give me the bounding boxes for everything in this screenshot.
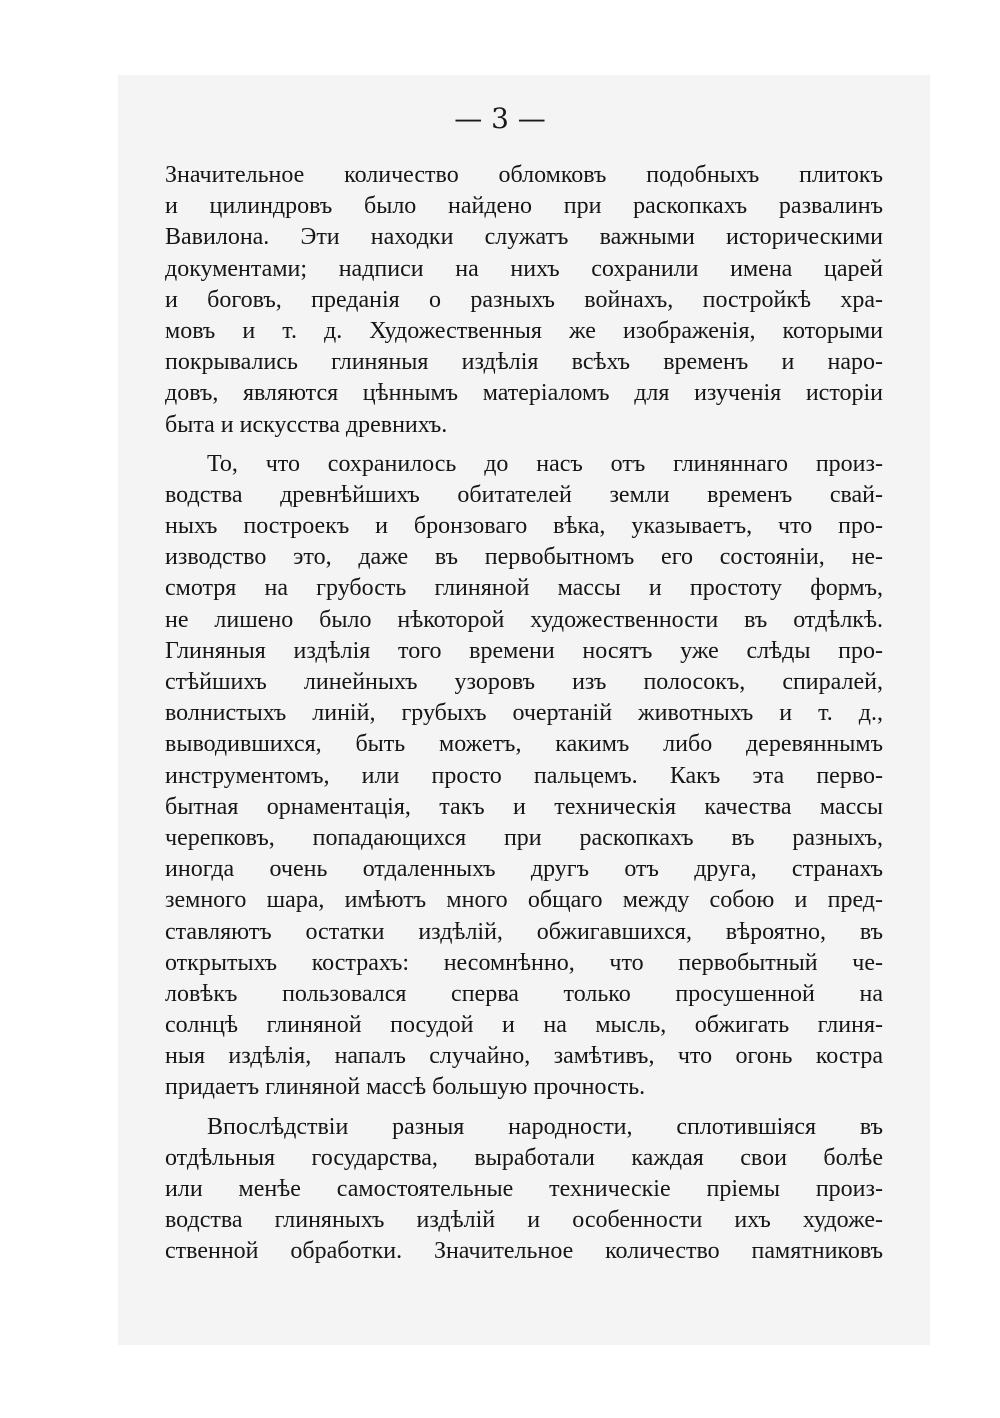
text-line: ственной обработки. Значительное количество памятниковъ (165, 1238, 883, 1265)
text-line: солнцѣ глиняной посудой и на мысль, обжигать глиня- (165, 1012, 883, 1039)
text-line: отдѣльныя государства, выработали каждая свои болѣе (165, 1144, 883, 1171)
text-line: ныя издѣлія, напалъ случайно, замѣтивъ, что огонь костра (165, 1043, 883, 1070)
text-line: водства древнѣйшихъ обитателей земли временъ свай- (165, 481, 883, 508)
paragraph-1 (165, 160, 883, 441)
text-line: и цилиндровъ было найдено при раскопкахъ развалинъ (165, 193, 883, 220)
text-line: Глиняныя издѣлія того времени носятъ уже слѣды про- (165, 637, 883, 664)
text-line: открытыхъ кострахъ: несомнѣнно, что первобытный че- (165, 949, 883, 976)
body-text (165, 160, 883, 1268)
text-line: и боговъ, преданія о разныхъ войнахъ, постройкѣ хра- (165, 286, 883, 313)
text-line: документами; надписи на нихъ сохранили имена царей (165, 255, 883, 282)
text-line: земного шара, имѣютъ много общаго между собою и пред- (165, 887, 883, 914)
paragraph-2 (165, 449, 883, 1104)
text-line: черепковъ, попадающихся при раскопкахъ въ разныхъ, (165, 824, 883, 851)
text-line: ловѣкъ пользовался сперва только просушенной на (165, 980, 883, 1007)
text-line: бытная орнаментація, такъ и техническія качества массы (165, 793, 883, 820)
text-line: инструментомъ, или просто пальцемъ. Какъ эта перво- (165, 762, 883, 789)
paragraph-3 (165, 1112, 883, 1268)
text-line: придаетъ глиняной массѣ большую прочность. (165, 1074, 646, 1101)
text-line: не лишено было нѣкоторой художественности въ отдѣлкѣ. (165, 606, 883, 633)
text-line: покрывались глиняныя издѣлія всѣхъ временъ и наро- (165, 349, 883, 376)
text-line: быта и искусства древнихъ. (165, 411, 448, 438)
text-line: иногда очень отдаленныхъ другъ отъ друга, странахъ (165, 856, 883, 883)
text-line: довъ, являются цѣннымъ матеріаломъ для изученія исторіи (165, 380, 883, 407)
text-line: стѣйшихъ линейныхъ узоровъ изъ полосокъ, спиралей, (165, 669, 883, 695)
page-number: — 3 — (454, 102, 546, 135)
text-line: ныхъ построекъ и бронзоваго вѣка, указываетъ, что про- (165, 513, 883, 540)
text-line: Значительное количество обломковъ подобныхъ плитокъ (165, 162, 883, 188)
text-line: Впослѣдствіи разныя народности, сплотившіяся въ (207, 1113, 883, 1140)
text-line: изводство это, даже въ первобытномъ его состояніи, не- (165, 544, 883, 571)
text-line: выводившихся, быть можетъ, какимъ либо деревяннымъ (165, 731, 883, 758)
text-line: смотря на грубость глиняной массы и простоту формъ, (165, 575, 883, 602)
text-line: или менѣе самостоятельные техническіе пріемы произ- (165, 1176, 883, 1202)
text-line: мовъ и т. д. Художественныя же изображенія, которыми (165, 317, 883, 344)
text-line: волнистыхъ линій, грубыхъ очертаній животныхъ и т. д., (165, 700, 883, 727)
text-line: ставляютъ остатки издѣлій, обжигавшихся, вѣроятно, въ (165, 918, 883, 945)
text-line: То, что сохранилось до насъ отъ глиняннаго произ- (207, 450, 883, 477)
text-line: Вавилона. Эти находки служатъ важными историческими (165, 224, 883, 251)
text-line: водства глиняныхъ издѣлій и особенности ихъ художе- (165, 1207, 883, 1234)
